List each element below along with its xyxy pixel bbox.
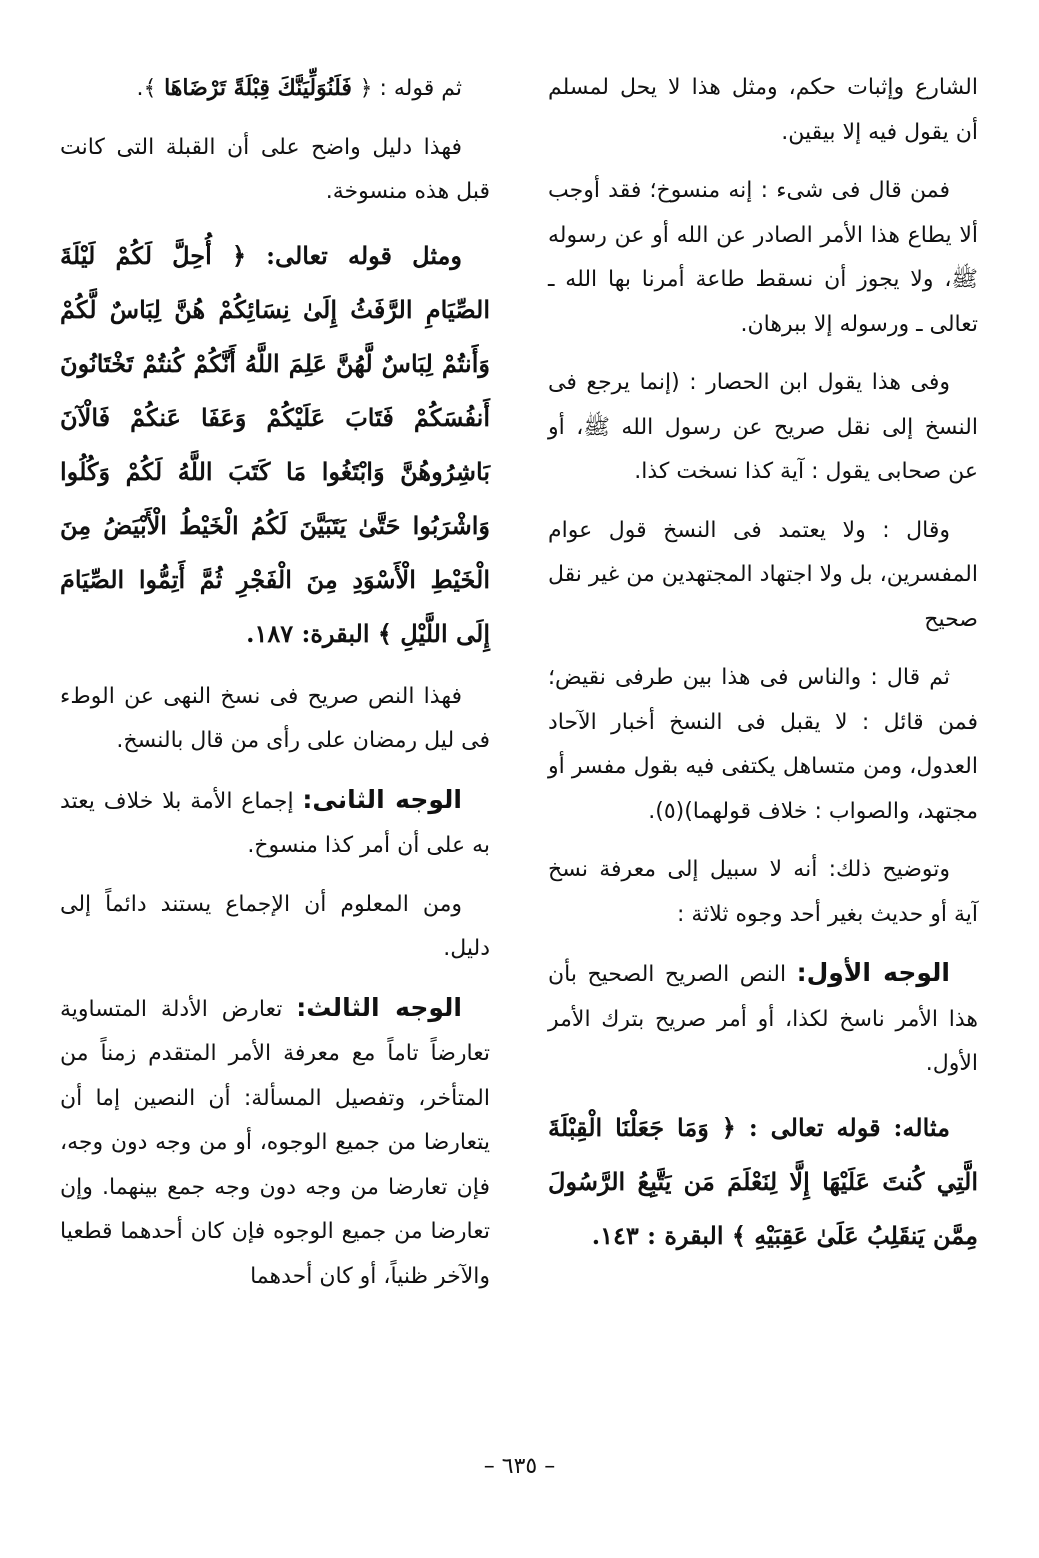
left-column: [60, 66, 490, 1313]
paragraph: فمن قال فى شىء : إنه منسوخ؛ فقد أوجب ألا يطاع هذا الأمر الصادر عن الله أو عن رسوله ﷺ، ولا يجوز أن نسقط طاعة أمرنا بها الله ـ تعالى ـ ورسوله إلا ببرهان.: [548, 178, 978, 337]
quran-verse: أُحِلَّ لَكُمْ لَيْلَةَ الصِّيَامِ الرَّفَثُ إِلَىٰ نِسَائِكُمْ هُنَّ لِبَاسٌ لَّكُمْ وَأَنتُمْ لِبَاسٌ لَّهُنَّ عَلِمَ اللَّهُ أَنَّكُمْ كُنتُمْ تَخْتَانُونَ أَنفُسَكُمْ فَتَابَ عَلَيْكُمْ وَعَفَا عَنكُمْ فَالْآنَ بَاشِرُوهُنَّ وَابْتَغُوا مَا كَتَبَ اللَّهُ لَكُمْ وَكُلُوا وَاشْرَبُوا حَتَّىٰ يَتَبَيَّنَ لَكُمُ الْخَيْطُ الْأَبْيَضُ مِنَ الْخَيْطِ الْأَسْوَدِ مِنَ الْفَجْرِ ثُمَّ أَتِمُّوا الصِّيَامَ إِلَى اللَّيْلِ: [60, 240, 490, 648]
quran-verse: فَلَنُوَلِّيَنَّكَ قِبْلَةً تَرْضَاهَا: [156, 75, 360, 101]
ornate-bracket-close: ﴾: [377, 618, 392, 648]
paragraph-text: تعارض الأدلة المتساوية تعارضاً تاماً مع معرفة الأمر المتقدم زمناً من المتأخر، وتفصيل المسألة: أن النصين إما أن يتعارضا من جميع الوجوه، أو من وجه دون وجه، فإن تعارضا من وجه دون وجه جمع بينهما. وإن تعارضا من جميع الوجوه فإن كان أحدهما قطعيا والآخر ظنياً، أو كان أحدهما: [60, 996, 490, 1289]
quote-intro: مثاله: قوله تعالى :: [735, 1112, 950, 1142]
paragraph: فهذا دليل واضح على أن القبلة التى كانت قبل هذه منسوخة.: [60, 134, 490, 204]
section-heading: الوجه الأول:: [796, 958, 950, 987]
quote-intro: ومثل قوله تعالى:: [246, 240, 462, 270]
section-heading: الوجه الثانى:: [302, 784, 462, 814]
page-number: – ٦٣٥ –: [483, 1454, 556, 1479]
quran-verse: وَمَا جَعَلْنَا الْقِبْلَةَ الَّتِي كُنتَ عَلَيْهَا إِلَّا لِنَعْلَمَ مَن يَتَّبِعُ الرَّسُولَ مِمَّن يَنقَلِبُ عَلَىٰ عَقِبَيْهِ: [548, 1112, 979, 1250]
ornate-bracket-open: ﴿: [231, 240, 246, 270]
punctuation: .: [136, 76, 144, 101]
quran-quote-paragraph: [548, 1101, 978, 1263]
paragraph: الشارع وإثبات حكم، ومثل هذا لا يحل لمسلم أن يقول فيه إلا بيقين.: [548, 75, 978, 145]
paragraph: ومن المعلوم أن الإجماع يستند دائماً إلى دليل.: [60, 891, 490, 961]
paragraph-text: إجماع الأمة بلا خلاف يعتد به على أن أمر كذا منسوخ.: [60, 788, 490, 858]
ornate-bracket-close: ﴾: [143, 76, 157, 101]
section-heading: الوجه الثالث:: [296, 992, 462, 1022]
paragraph: ثم قال : والناس فى هذا بين طرفى نقيض؛ فمن قائل : لا يقبل فى النسخ أخبار الآحاد العدول، ومن متساهل يكتفى فيه بقول مفسر أو مجتهد، والصواب : خلاف قولهما)(٥).: [548, 665, 978, 824]
paragraph: [60, 66, 490, 112]
paragraph: فهذا النص صريح فى نسخ النهى عن الوطء فى ليل رمضان على رأى من قال بالنسخ.: [60, 683, 490, 753]
ornate-bracket-close: ﴾: [731, 1220, 746, 1250]
ornate-bracket-open: ﴿: [359, 76, 373, 101]
paragraph: وقال : ولا يعتمد فى النسخ قول عوام المفسرين، بل ولا اجتهاد المجتهدين من غير نقل صحيح: [548, 517, 978, 632]
quran-quote-paragraph: [60, 229, 490, 661]
verse-reference: البقرة: ١٨٧.: [246, 618, 378, 648]
paragraph: [548, 951, 978, 1087]
paragraph-text: النص الصريح الصحيح بأن هذا الأمر ناسخ لكذا، أو أمر صريح بترك الأمر الأول.: [548, 962, 978, 1076]
verse-reference: البقرة : ١٤٣.: [591, 1220, 732, 1250]
paragraph: [60, 778, 490, 869]
right-column: [548, 66, 978, 1277]
ornate-bracket-open: ﴿: [721, 1112, 736, 1142]
paragraph: وفى هذا يقول ابن الحصار : (إنما يرجع فى النسخ إلى نقل صريح عن رسول الله ﷺ، أو عن صحابى يقول : آية كذا نسخت كذا.: [548, 370, 978, 484]
paragraph: [60, 986, 490, 1300]
quote-intro: ثم قوله :: [372, 76, 462, 101]
paragraph: وتوضيح ذلك: أنه لا سبيل إلى معرفة نسخ آية أو حديث بغير أحد وجوه ثلاثة :: [548, 857, 978, 927]
